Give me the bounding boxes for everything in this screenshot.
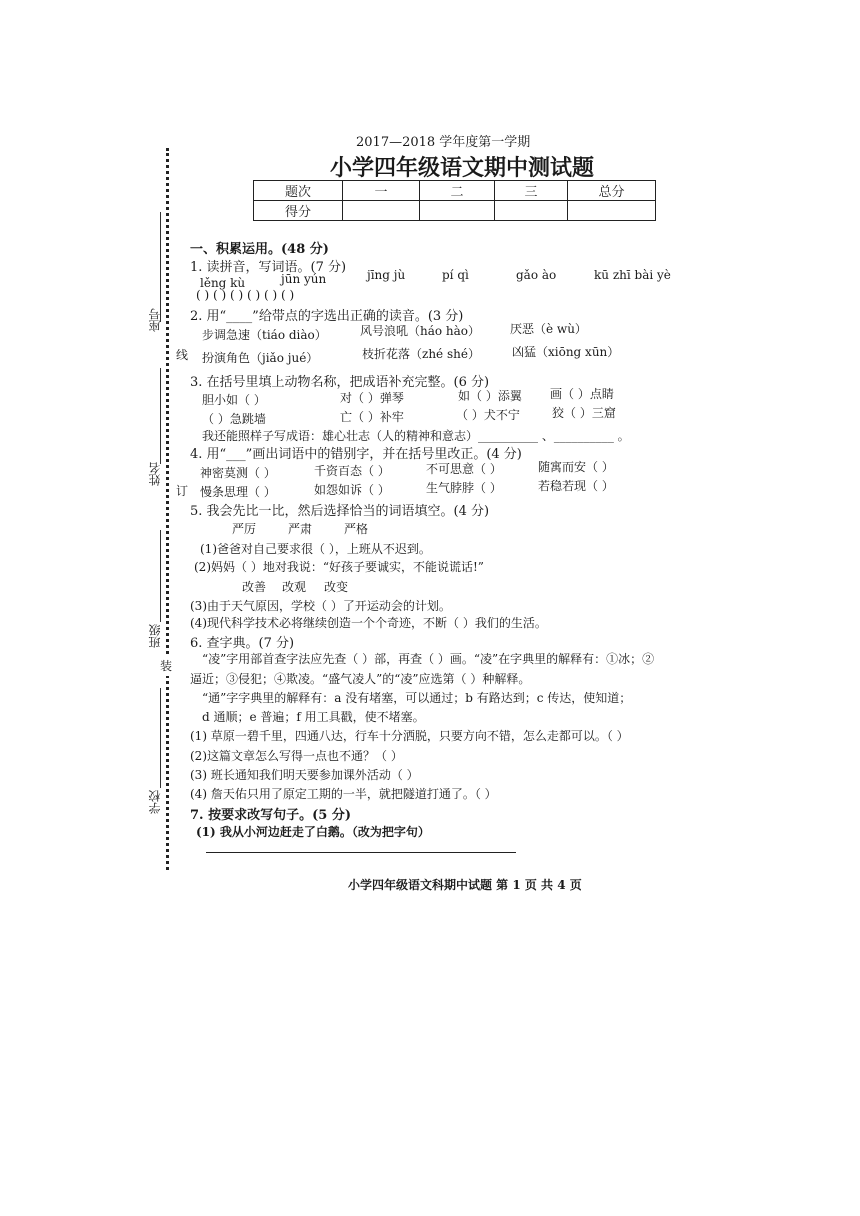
q7-sentence: (1) 我从小河边赶走了白鹅。（改为把字句） <box>196 825 430 839</box>
section-heading: 一、积累运用。(48 分) <box>190 242 329 257</box>
idiom-blank[interactable]: 亡（ ）补牢 <box>340 410 404 424</box>
idiom-blank[interactable]: （ ）急跳墙 <box>202 412 266 426</box>
q3-title: 3. 在括号里填上动物名称，把成语补充完整。(6 分) <box>190 375 490 390</box>
typo-item[interactable]: 随寓而安（ ） <box>538 460 614 474</box>
pinyin: lěng kù <box>200 276 246 290</box>
word-choice: 改善 <box>242 580 267 594</box>
q2-item[interactable]: 扮演角色（jiǎo jué） <box>202 351 319 365</box>
q2-item[interactable]: 步调急速（tiáo diào） <box>202 328 327 342</box>
class-blank[interactable] <box>160 530 161 622</box>
typo-item[interactable]: 不可思意（ ） <box>426 462 502 476</box>
score-cell: 得分 <box>254 201 343 221</box>
q6-paragraph: “通”字字典里的解释有：a 没有堵塞，可以通过；b 有路达到；c 传达，使知道； <box>202 691 632 705</box>
score-input[interactable] <box>420 201 495 221</box>
q2-item[interactable]: 枝折花落（zhé shé） <box>362 347 480 361</box>
q6-paragraph[interactable]: “凌”字用部首查字法应先查（ ）部，再查（ ）画。“凌”在字典里的解释有：①冰；② <box>202 652 655 666</box>
margin-ding: 订 <box>176 480 188 501</box>
q6-sentence[interactable]: (4) 詹天佑只用了原定工期的一半，就把隧道打通了。（ ） <box>190 787 497 801</box>
idiom-blank[interactable]: （ ）犬不宁 <box>456 408 520 422</box>
q5-sentence[interactable]: (3)由于天气原因，学校（ ）了开运动会的计划。 <box>190 599 451 613</box>
q2-item[interactable]: 风号浪吼（háo hào） <box>360 324 481 338</box>
year-term: 2017—2018 学年度第一学期 <box>356 135 531 150</box>
q6-sentence[interactable]: (1) 草原一碧千里，四通八达，行车十分洒脱，只要方向不错，怎么走都可以。（ ） <box>190 729 629 743</box>
score-input[interactable] <box>568 201 656 221</box>
word-choice: 改变 <box>324 580 349 594</box>
q6-paragraph[interactable]: 逼近；③侵犯；④欺凌。“盛气凌人”的“凌”应选第（ ）种解释。 <box>190 672 531 686</box>
name-blank[interactable] <box>160 368 161 464</box>
pinyin: pí qì <box>442 268 469 282</box>
q2-item[interactable]: 凶猛（xiōng xūn） <box>512 345 620 359</box>
typo-item[interactable]: 若稳若现（ ） <box>538 479 614 493</box>
answer-line[interactable] <box>206 852 516 853</box>
idiom-blank[interactable]: 画（ ）点睛 <box>550 387 614 401</box>
name-label: 姓名 <box>148 462 162 486</box>
binding-dotted-line <box>166 148 169 870</box>
q5-sentence[interactable]: (1)爸爸对自己要求很（ ），上班从不迟到。 <box>200 542 431 556</box>
q3-extra[interactable]: 我还能照样子写成语：雄心壮志（人的精神和意志）__________ 、__________ 。 <box>202 429 630 443</box>
q2-title: 2. 用“____”给带点的字选出正确的读音。(3 分) <box>190 309 464 324</box>
school-label: 学校 <box>148 790 162 814</box>
idiom-blank[interactable]: 狡（ ）三窟 <box>552 406 616 420</box>
school-blank[interactable] <box>160 688 161 788</box>
page-footer: 小学四年级语文科期中试题 第 1 页 共 4 页 <box>348 878 582 892</box>
word-choice: 严格 <box>344 522 369 536</box>
idiom-blank[interactable]: 如（ ）添翼 <box>458 389 522 403</box>
typo-item[interactable]: 千资百态（ ） <box>314 464 390 478</box>
q2-item[interactable]: 厌恶（è wù） <box>510 322 587 336</box>
typo-item[interactable]: 生气脖脖（ ） <box>426 481 502 495</box>
q5-title: 5. 我会先比一比，然后选择恰当的词语填空。(4 分) <box>190 504 490 519</box>
idiom-blank[interactable]: 胆小如（ ） <box>202 393 266 407</box>
word-choice: 严厉 <box>232 522 257 536</box>
word-choice: 改观 <box>282 580 307 594</box>
score-cell: 总分 <box>568 181 656 201</box>
q5-sentence[interactable]: (4)现代科学技术必将继续创造一个个奇迹，不断（ ）我们的生活。 <box>190 616 547 630</box>
seat-label: 座号 <box>148 308 162 332</box>
typo-item[interactable]: 神密莫测（ ） <box>200 466 276 480</box>
page-title: 小学四年级语文期中测试题 <box>330 155 595 181</box>
margin-xian: 线 <box>176 344 188 365</box>
score-cell: 题次 <box>254 181 343 201</box>
typo-item[interactable]: 慢条思理（ ） <box>200 485 276 499</box>
score-table <box>253 180 656 221</box>
q5-sentence[interactable]: (2)妈妈（ ）地对我说：“好孩子要诚实，不能说谎话!” <box>194 560 484 574</box>
seat-blank[interactable] <box>160 212 161 322</box>
score-input[interactable] <box>495 201 568 221</box>
q6-sentence[interactable]: (2)这篇文章怎么写得一点也不通？（ ） <box>190 749 403 763</box>
pinyin: jūn yún <box>281 272 327 286</box>
class-label: 班级 <box>148 624 162 648</box>
score-input[interactable] <box>343 201 420 221</box>
score-cell: 二 <box>420 181 495 201</box>
margin-zhuang: 装 <box>160 655 172 676</box>
typo-item[interactable]: 如怨如诉（ ） <box>314 483 390 497</box>
q6-paragraph: d 通顺；e 普遍；f 用工具戳，使不堵塞。 <box>202 710 425 724</box>
q6-sentence[interactable]: (3) 班长通知我们明天要参加课外活动（ ） <box>190 768 419 782</box>
q7-title: 7. 按要求改写句子。(5 分) <box>190 808 351 823</box>
idiom-blank[interactable]: 对（ ）弹琴 <box>340 391 404 405</box>
score-cell: 一 <box>343 181 420 201</box>
q1-title: 1. 读拼音，写词语。(7 分) <box>190 260 347 275</box>
q6-title: 6. 查字典。(7 分) <box>190 636 295 651</box>
pinyin: gǎo ào <box>516 268 557 282</box>
pinyin: kū zhī bài yè <box>594 268 671 282</box>
word-choice: 严肃 <box>288 522 313 536</box>
score-cell: 三 <box>495 181 568 201</box>
answer-brackets[interactable]: ( ) ( ) ( ) ( ) ( ) ( ) <box>196 288 295 302</box>
q4-title: 4. 用“___”画出词语中的错别字，并在括号里改正。(4 分) <box>190 447 522 462</box>
pinyin: jīng jù <box>367 268 406 282</box>
